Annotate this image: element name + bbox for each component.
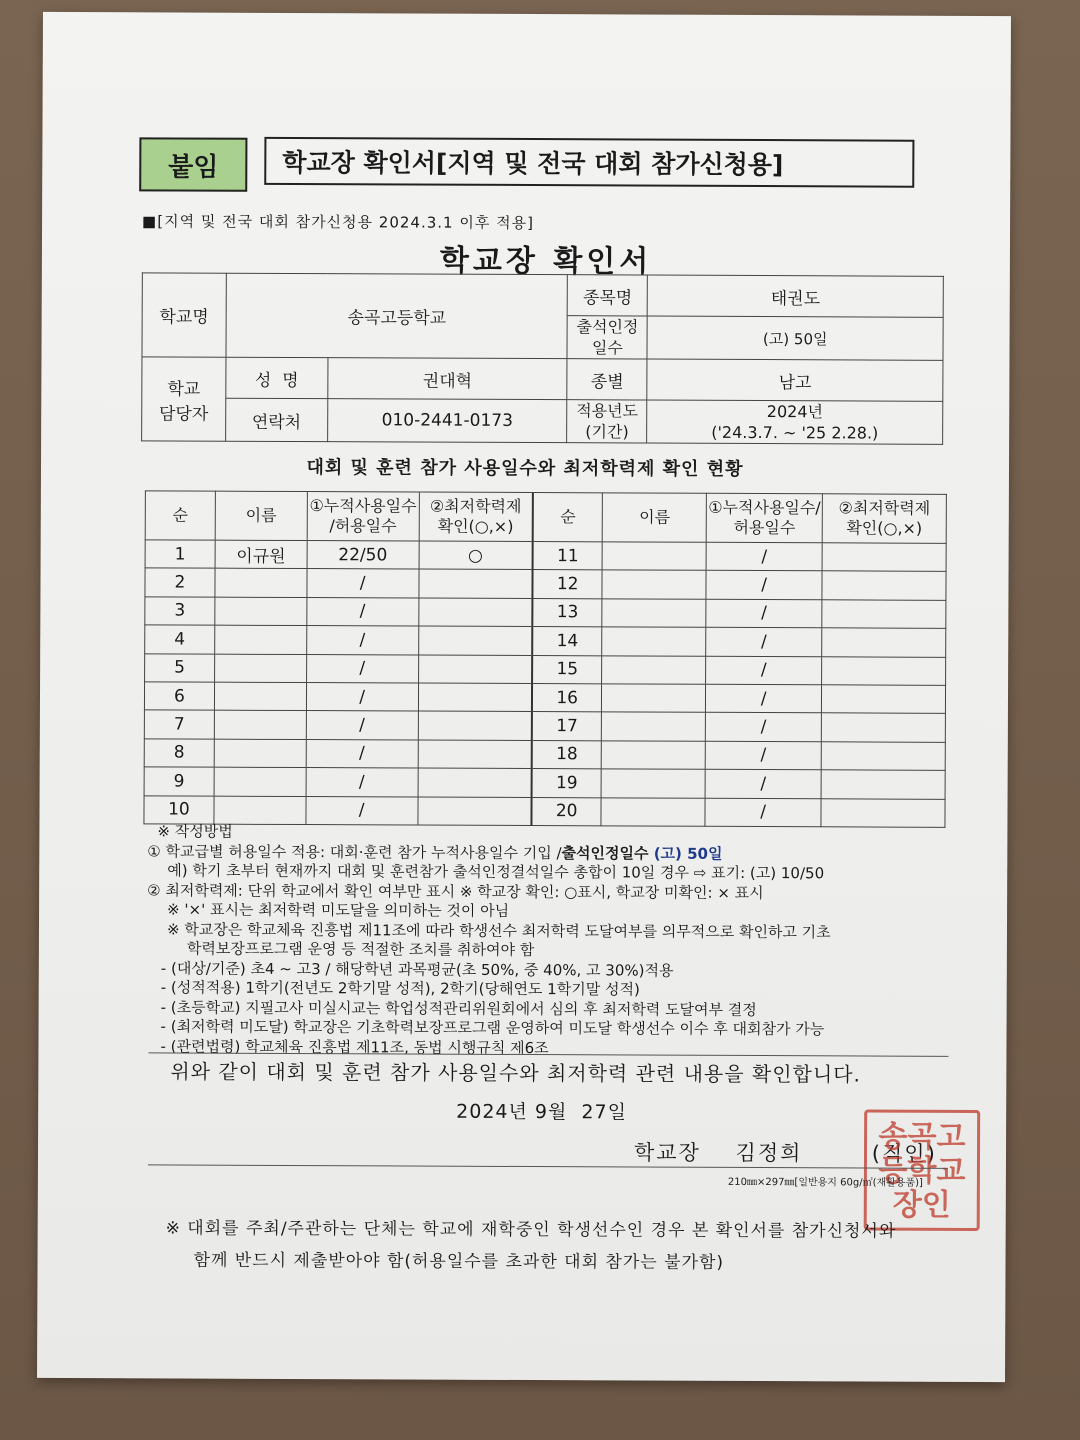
row-name	[214, 739, 306, 768]
row-name-right	[602, 712, 706, 741]
row-academic	[418, 768, 532, 797]
row-days: /	[306, 711, 418, 740]
row-days: /	[306, 796, 418, 825]
header-academic-line2: 확인(○,×)	[437, 516, 514, 536]
note-1-highlight: (고) 50일	[653, 844, 723, 863]
row-days: /	[306, 683, 418, 712]
row-academic	[419, 569, 533, 598]
table-row	[144, 739, 945, 771]
table-row	[144, 767, 945, 799]
row-academic	[418, 683, 532, 712]
note-4: ※ 학교장은 학교체육 진흥법 제11조에 따라 학생선수 최저학력 도달여부를 의무적으로 확인하고 기초	[166, 919, 831, 941]
table-row	[145, 568, 946, 600]
row-days: /	[307, 597, 419, 626]
row-no: 4	[145, 625, 215, 654]
header-days-right-line1: ①누적사용일수/	[708, 497, 821, 518]
manager-label	[142, 357, 226, 441]
row-no-right: 19	[532, 769, 602, 798]
table-row	[145, 653, 946, 685]
table-row	[144, 682, 945, 714]
official-seal	[864, 1109, 981, 1231]
row-academic-right	[822, 543, 946, 572]
paper-spec: 210㎜×297㎜[일반용지 60g/㎡(재활용품)]	[727, 1176, 923, 1189]
table-row	[144, 710, 945, 742]
year-label-line1: 적용년도	[576, 401, 639, 421]
instructions	[146, 822, 967, 1060]
header-days-right	[706, 493, 822, 543]
principal-signature: 학교장 김정희 (직인)	[633, 1140, 937, 1166]
row-name-right	[602, 655, 706, 684]
instructions-heading: ※ 작성방법	[157, 822, 233, 841]
name-label: 성 명	[226, 357, 328, 398]
row-academic-right	[822, 656, 946, 685]
row-no: 8	[144, 739, 214, 768]
year-label-line2: (기간)	[585, 422, 629, 442]
row-name-right	[602, 741, 706, 770]
attendance-label-line2: 일수	[591, 338, 623, 358]
year-value-line1: 2024년	[766, 402, 824, 422]
row-name	[215, 625, 307, 654]
type-value: 남고	[647, 359, 943, 401]
header-academic	[419, 492, 533, 541]
header-days-line2: /허용일수	[329, 516, 397, 536]
row-days-right: /	[706, 542, 822, 571]
row-no: 3	[145, 597, 215, 626]
table-row	[145, 597, 946, 629]
header-academic-right	[822, 494, 946, 544]
row-days: /	[306, 654, 418, 683]
row-no: 5	[145, 653, 215, 682]
header-name-right: 이름	[603, 493, 707, 542]
row-days-right: /	[705, 798, 821, 827]
row-academic-right	[821, 713, 945, 742]
row-name	[214, 654, 306, 683]
header-days-right-line2: 허용일수	[733, 517, 796, 538]
row-days-right: /	[705, 741, 821, 770]
row-academic-right	[822, 628, 946, 657]
contact-value: 010-2441-0173	[327, 399, 567, 443]
row-no: 9	[144, 767, 214, 796]
row-no: 1	[145, 540, 215, 569]
school-label: 학교명	[142, 273, 226, 357]
row-name-right	[602, 627, 706, 656]
note-4-cont: 학력보장프로그램 운영 등 적절한 조치를 취하여야 함	[186, 939, 535, 960]
row-academic	[418, 711, 532, 740]
type-label: 종별	[567, 359, 647, 400]
row-name-right	[602, 599, 706, 628]
row-no-right: 14	[532, 627, 602, 656]
header-academic-line1: ②최저학력제	[429, 496, 522, 516]
row-academic: ○	[419, 541, 533, 570]
row-days-right: /	[706, 599, 822, 628]
row-no: 6	[144, 682, 214, 711]
form-title: 학교장 확인서[지역 및 전국 대회 참가신청용]	[264, 137, 914, 188]
row-name	[214, 767, 306, 796]
note-9: - (관련법령) 학교체육 진흥법 제11조, 동법 시행규칙 제6조	[160, 1036, 549, 1057]
note-8: - (최저학력 미도달) 학교장은 기초학력보장프로그램 운영하여 미도달 학생선수 이수 후 대회참가 가능	[160, 1017, 825, 1039]
row-days: /	[306, 739, 418, 768]
row-days-right: /	[705, 769, 821, 798]
row-days: /	[307, 569, 419, 598]
row-name: 이규원	[215, 540, 307, 569]
row-no-right: 12	[532, 570, 602, 599]
row-days-right: /	[706, 656, 822, 685]
school-value: 송곡고등학교	[226, 273, 568, 358]
row-no-right: 18	[532, 740, 602, 769]
row-name	[215, 569, 307, 598]
note-1-example: 예) 학기 초부터 현재까지 대회 및 훈련참가 출석인정결석일수 총합이 10일 경우 ⇨ 표기: (고) 10/50	[167, 861, 825, 883]
sport-value: 태권도	[647, 275, 943, 317]
row-academic	[418, 740, 532, 769]
footer-note	[165, 1212, 896, 1279]
row-academic	[418, 655, 532, 684]
row-academic-right	[822, 600, 946, 629]
row-days: 22/50	[307, 541, 419, 570]
note-3: ※ '×' 표시는 최저학력 미도달을 의미하는 것이 아님	[167, 900, 510, 920]
sport-label: 종목명	[568, 275, 648, 316]
confirmation-text: 위와 같이 대회 및 훈련 참가 사용일수와 최저학력 관련 내용을 확인합니다.	[170, 1059, 861, 1087]
row-name	[214, 710, 306, 739]
note-1-text: ① 학교급별 허용일수 적용: 대회·훈련 참가 누적사용일수 기입 /	[147, 841, 562, 862]
row-academic-right	[821, 798, 945, 827]
footer-line1: ※ 대회를 주최/주관하는 단체는 학교에 재학중인 학생선수인 경우 본 확인서를 참가신청서와	[165, 1218, 897, 1242]
manager-label-line2: 담당자	[158, 403, 209, 425]
row-academic-right	[822, 685, 946, 714]
year-label	[567, 400, 647, 443]
row-days: /	[306, 768, 418, 797]
row-name-right	[602, 570, 706, 599]
header-academic-right-line2: 확인(○,×)	[846, 518, 923, 538]
header-name: 이름	[215, 491, 307, 540]
note-2: ② 최저학력제: 단위 학교에서 확인 여부만 표시 ※ 학교장 확인: ○표시, 학교장 미확인: × 표시	[147, 880, 764, 902]
header-days	[307, 492, 419, 541]
issue-date: 2024년 9월 27일	[456, 1100, 628, 1124]
note-1-bold: 출석인정일수	[561, 843, 654, 863]
year-value	[647, 400, 943, 444]
row-no-right: 13	[532, 598, 602, 627]
info-table	[141, 272, 944, 444]
table-row	[145, 540, 946, 572]
row-academic	[418, 598, 532, 627]
row-days-right: /	[706, 684, 822, 713]
header-academic-right-line1: ②최저학력제	[838, 498, 931, 518]
name-value: 권대혁	[328, 358, 568, 400]
row-academic-right	[821, 742, 945, 771]
row-name	[214, 682, 306, 711]
row-academic-right	[821, 770, 945, 799]
contact-label: 연락처	[225, 398, 327, 441]
page-title: 학교장 확인서	[439, 243, 653, 280]
section-title: 대회 및 훈련 참가 사용일수와 최저학력제 확인 현황	[306, 457, 744, 480]
row-days-right: /	[706, 571, 822, 600]
row-no-right: 15	[532, 655, 602, 684]
year-value-line2: ('24.3.7. ~ '25 2.28.)	[711, 422, 879, 443]
row-no: 2	[145, 568, 215, 597]
row-days-right: /	[706, 713, 822, 742]
footer-line2: 함께 반드시 제출받아야 함(허용일수를 초과한 대회 참가는 불가함)	[193, 1250, 725, 1273]
row-no-right: 16	[532, 683, 602, 712]
row-name	[214, 796, 306, 825]
row-academic	[418, 797, 532, 826]
row-days: /	[306, 626, 418, 655]
participation-table	[143, 490, 946, 827]
header-days-line1: ①누적사용일수	[309, 496, 417, 516]
attendance-value: (고) 50일	[647, 316, 943, 360]
attachment-tag: 붙임	[139, 137, 247, 191]
row-name-right	[601, 769, 705, 798]
application-note: ■[지역 및 전국 대회 참가신청용 2024.3.1 이후 적용]	[142, 212, 535, 233]
row-no-right: 20	[531, 797, 601, 826]
row-academic-right	[822, 571, 946, 600]
document-page	[37, 12, 1011, 1382]
row-no-right: 11	[533, 542, 603, 571]
row-name-right	[602, 684, 706, 713]
header-no-right: 순	[533, 493, 603, 542]
manager-label-line1: 학교	[167, 378, 201, 400]
row-days-right: /	[706, 627, 822, 656]
attendance-label	[567, 316, 647, 359]
attendance-label-line1: 출석인정	[576, 317, 639, 337]
table-row	[145, 625, 946, 657]
row-academic	[418, 626, 532, 655]
row-name	[215, 597, 307, 626]
note-6: - (성적적용) 1학기(전년도 2학기말 성적), 2학기(당해연도 1학기말 성적)	[160, 978, 640, 999]
row-no: 10	[144, 795, 214, 824]
note-7: - (초등학교) 지필고사 미실시교는 학업성적관리위원회에서 심의 후 최저학력 도달여부 결정	[160, 997, 757, 1019]
header-no: 순	[145, 491, 215, 540]
row-no: 7	[144, 710, 214, 739]
table-header-row	[145, 491, 946, 543]
row-no-right: 17	[532, 712, 602, 741]
row-name-right	[602, 542, 706, 571]
row-name-right	[601, 797, 705, 826]
note-5: - (대상/기준) 초4 ~ 고3 / 해당학년 과목평균(초 50%, 중 40%, 고 30%)적용	[160, 958, 674, 980]
seal-text: 송곡고등학교장인	[878, 1119, 966, 1223]
